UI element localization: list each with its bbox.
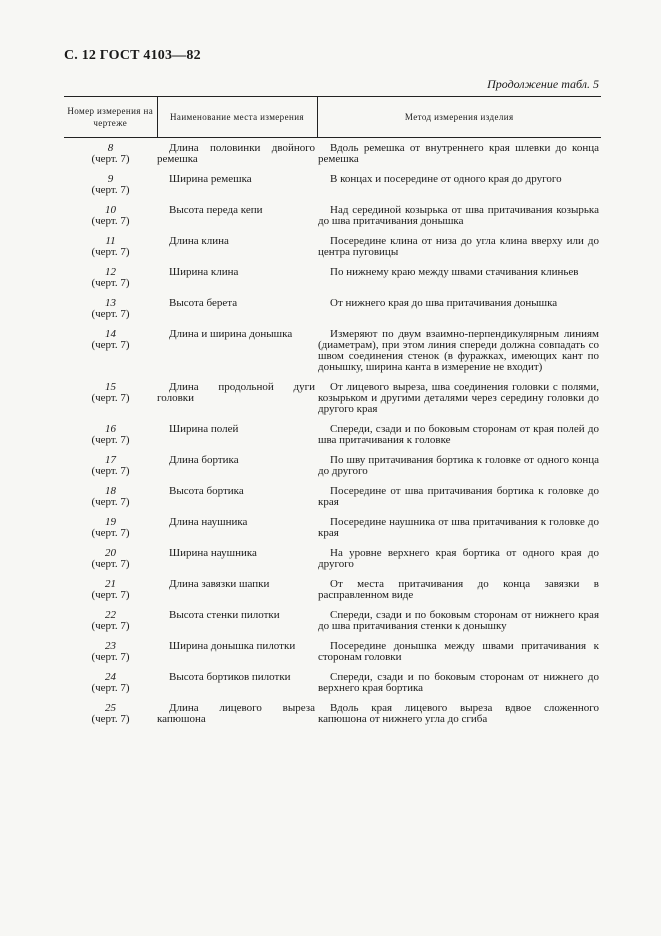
drawing-reference: (черт. 7)	[91, 527, 130, 539]
measurement-method: Посередине донышка между швами притачивания к сторонам головки	[318, 640, 599, 663]
measurement-number-cell	[64, 508, 157, 539]
measurement-method-cell	[317, 258, 601, 289]
measurement-method-cell	[317, 227, 601, 258]
measurement-place-cell	[157, 373, 317, 415]
measurement-place-cell	[157, 227, 317, 258]
table-row	[64, 320, 601, 373]
drawing-reference: (черт. 7)	[91, 682, 130, 694]
measurement-method-cell	[317, 196, 601, 227]
measurement-place-cell	[157, 663, 317, 694]
table-row	[64, 227, 601, 258]
measurement-method-cell	[317, 138, 601, 166]
measurement-number-cell	[64, 663, 157, 694]
measurement-number-cell	[64, 227, 157, 258]
measurement-method: Над серединой козырька от шва притачивания козырька до шва притачивания донышка	[318, 204, 599, 227]
table-header-row	[64, 97, 601, 138]
measurement-place-cell	[157, 632, 317, 663]
measurement-method-cell	[317, 373, 601, 415]
measurement-place: Высота берета	[169, 297, 238, 309]
measurement-place-cell	[157, 539, 317, 570]
measurement-place: Длина и ширина донышка	[169, 328, 293, 340]
measurement-place: Высота стенки пилотки	[169, 609, 280, 621]
table-row	[64, 415, 601, 446]
measurement-number-cell	[64, 138, 157, 166]
column-header-place: Наименование места измерения	[157, 97, 317, 138]
drawing-reference: (черт. 7)	[91, 215, 130, 227]
drawing-reference: (черт. 7)	[91, 339, 130, 351]
measurement-number-cell	[64, 373, 157, 415]
measurement-method-cell	[317, 632, 601, 663]
measurement-method: По шву притачивания бортика к головке от одного конца до другого	[318, 454, 599, 477]
table-row	[64, 508, 601, 539]
measurement-number-cell	[64, 632, 157, 663]
measurement-place-cell	[157, 601, 317, 632]
drawing-reference: (черт. 7)	[91, 434, 130, 446]
measurement-number: 9	[107, 173, 114, 185]
measurement-place-cell	[157, 477, 317, 508]
measurement-method: Посередине наушника от шва притачивания к головке до края	[318, 516, 599, 539]
measurement-method-cell	[317, 320, 601, 373]
table-row	[64, 138, 601, 166]
measurement-number-cell	[64, 694, 157, 725]
measurement-number: 15	[105, 381, 116, 393]
measurement-method: Спереди, сзади и по боковым сторонам от нижнего края до шва притачивания стенки к донышку	[318, 609, 599, 632]
measurement-method-cell	[317, 508, 601, 539]
measurement-place-cell	[157, 165, 317, 196]
drawing-reference: (черт. 7)	[91, 308, 130, 320]
table-row	[64, 289, 601, 320]
measurement-number: 24	[105, 671, 116, 683]
measurement-place-cell	[157, 320, 317, 373]
drawing-reference: (черт. 7)	[91, 184, 130, 196]
measurement-number-cell	[64, 196, 157, 227]
measurement-method: Вдоль ремешка от внутреннего края шлевки до конца ремешка	[318, 142, 599, 165]
measurement-number-cell	[64, 289, 157, 320]
table-row	[64, 539, 601, 570]
table-row	[64, 477, 601, 508]
measurement-method: Посередине клина от низа до угла клина вверху или до центра пуговицы	[318, 235, 599, 258]
measurement-method: От лицевого выреза, шва соединения головки с полями, козырьком и другими деталями через середину головки до другого края	[318, 381, 599, 415]
measurement-method-cell	[317, 477, 601, 508]
page-title: С. 12 ГОСТ 4103—82	[64, 48, 201, 63]
measurement-number-cell	[64, 539, 157, 570]
measurement-number: 13	[105, 297, 116, 309]
measurement-place-cell	[157, 258, 317, 289]
measurement-method-cell	[317, 165, 601, 196]
measurement-place-cell	[157, 446, 317, 477]
measurement-method: Посередине от шва притачивания бортика к головке до края	[318, 485, 599, 508]
measurement-number-cell	[64, 601, 157, 632]
table-row	[64, 258, 601, 289]
table-row	[64, 165, 601, 196]
measurement-number: 23	[105, 640, 116, 652]
table-row	[64, 446, 601, 477]
measurement-number: 14	[105, 328, 116, 340]
measurement-place: Длина бортика	[169, 454, 239, 466]
measurement-method: В концах и посередине от одного края до другого	[330, 173, 562, 185]
table-row	[64, 663, 601, 694]
measurement-number: 11	[105, 235, 116, 247]
drawing-reference: (черт. 7)	[91, 465, 130, 477]
table-row	[64, 570, 601, 601]
measurement-method-cell	[317, 663, 601, 694]
drawing-reference: (черт. 7)	[91, 153, 130, 165]
measurement-number: 17	[105, 454, 116, 466]
drawing-reference: (черт. 7)	[91, 496, 130, 508]
drawing-reference: (черт. 7)	[91, 589, 130, 601]
measurement-number: 8	[107, 142, 114, 154]
measurement-method: От места притачивания до конца завязки в расправленном виде	[318, 578, 599, 601]
measurement-number: 12	[105, 266, 116, 278]
measurement-method-cell	[317, 446, 601, 477]
measurement-method: На уровне верхнего края бортика от одного края до другого	[318, 547, 599, 570]
measurement-place: Ширина донышка пилотки	[169, 640, 296, 652]
measurement-method: По нижнему краю между швами стачивания клиньев	[330, 266, 579, 278]
column-header-method: Метод измерения изделия	[317, 97, 601, 138]
measurement-number-cell	[64, 320, 157, 373]
measurement-number-cell	[64, 477, 157, 508]
measurement-method: Вдоль края лицевого выреза вдвое сложенного капюшона от нижнего угла до сгиба	[318, 702, 599, 725]
measurement-method: Спереди, сзади и по боковым сторонам от края полей до шва притачивания к головке	[318, 423, 599, 446]
drawing-reference: (черт. 7)	[91, 620, 130, 632]
table-row	[64, 373, 601, 415]
measurement-method: Измеряют по двум взаимно-перпендикулярным линиям (диаметрам), при этом линия спереди должна совпадать со швом соединения стенок (в фуражках, имеющих кант по донышку, ширина канта в измерение не входит)	[318, 328, 599, 373]
measurement-place-cell	[157, 508, 317, 539]
measurement-place: Ширина полей	[169, 423, 239, 435]
measurement-number-cell	[64, 570, 157, 601]
drawing-reference: (черт. 7)	[91, 558, 130, 570]
measurement-number-cell	[64, 415, 157, 446]
measurement-number: 20	[105, 547, 116, 559]
measurement-place-cell	[157, 138, 317, 166]
measurement-number: 22	[105, 609, 116, 621]
measurement-number-cell	[64, 258, 157, 289]
table-row	[64, 694, 601, 725]
measurement-method-cell	[317, 539, 601, 570]
table-body	[64, 138, 601, 726]
measurement-place: Ширина наушника	[169, 547, 257, 559]
drawing-reference: (черт. 7)	[91, 651, 130, 663]
measurement-number: 21	[105, 578, 116, 590]
measurement-place-cell	[157, 415, 317, 446]
measurement-method-cell	[317, 694, 601, 725]
measurement-method-cell	[317, 601, 601, 632]
measurement-number-cell	[64, 165, 157, 196]
measurement-method: От нижнего края до шва притачивания донышка	[330, 297, 558, 309]
measurement-place: Ширина клина	[169, 266, 239, 278]
drawing-reference: (черт. 7)	[91, 713, 130, 725]
measurement-number: 19	[105, 516, 116, 528]
column-header-number: Номер измерения на чертеже	[64, 97, 157, 138]
measurement-place: Ширина ремешка	[169, 173, 252, 185]
measurement-number-cell	[64, 446, 157, 477]
measurement-number: 16	[105, 423, 116, 435]
measurement-method: Спереди, сзади и по боковым сторонам от нижнего до верхнего края бортика	[318, 671, 599, 694]
measurement-place: Высота бортиков пилотки	[169, 671, 291, 683]
measurement-table	[64, 96, 601, 725]
table-row	[64, 196, 601, 227]
measurement-place-cell	[157, 196, 317, 227]
drawing-reference: (черт. 7)	[91, 277, 130, 289]
table-row	[64, 601, 601, 632]
measurement-place: Длина завязки шапки	[169, 578, 270, 590]
measurement-place: Длина половинки двойного ремешка	[157, 142, 315, 165]
measurement-number: 18	[105, 485, 116, 497]
measurement-place: Длина клина	[169, 235, 229, 247]
table-continuation-note: Продолжение табл. 5	[487, 77, 599, 91]
measurement-method-cell	[317, 289, 601, 320]
measurement-place-cell	[157, 570, 317, 601]
measurement-method-cell	[317, 570, 601, 601]
table-row	[64, 632, 601, 663]
measurement-method-cell	[317, 415, 601, 446]
measurement-place: Высота переда кепи	[169, 204, 263, 216]
measurement-place-cell	[157, 289, 317, 320]
drawing-reference: (черт. 7)	[91, 246, 130, 258]
measurement-number: 10	[105, 204, 116, 216]
drawing-reference: (черт. 7)	[91, 392, 130, 404]
measurement-place: Длина лицевого выреза капюшона	[157, 702, 315, 725]
measurement-place: Длина продольной дуги головки	[157, 381, 315, 404]
measurement-place-cell	[157, 694, 317, 725]
measurement-place: Длина наушника	[169, 516, 248, 528]
measurement-place: Высота бортика	[169, 485, 244, 497]
measurement-number: 25	[105, 702, 116, 714]
